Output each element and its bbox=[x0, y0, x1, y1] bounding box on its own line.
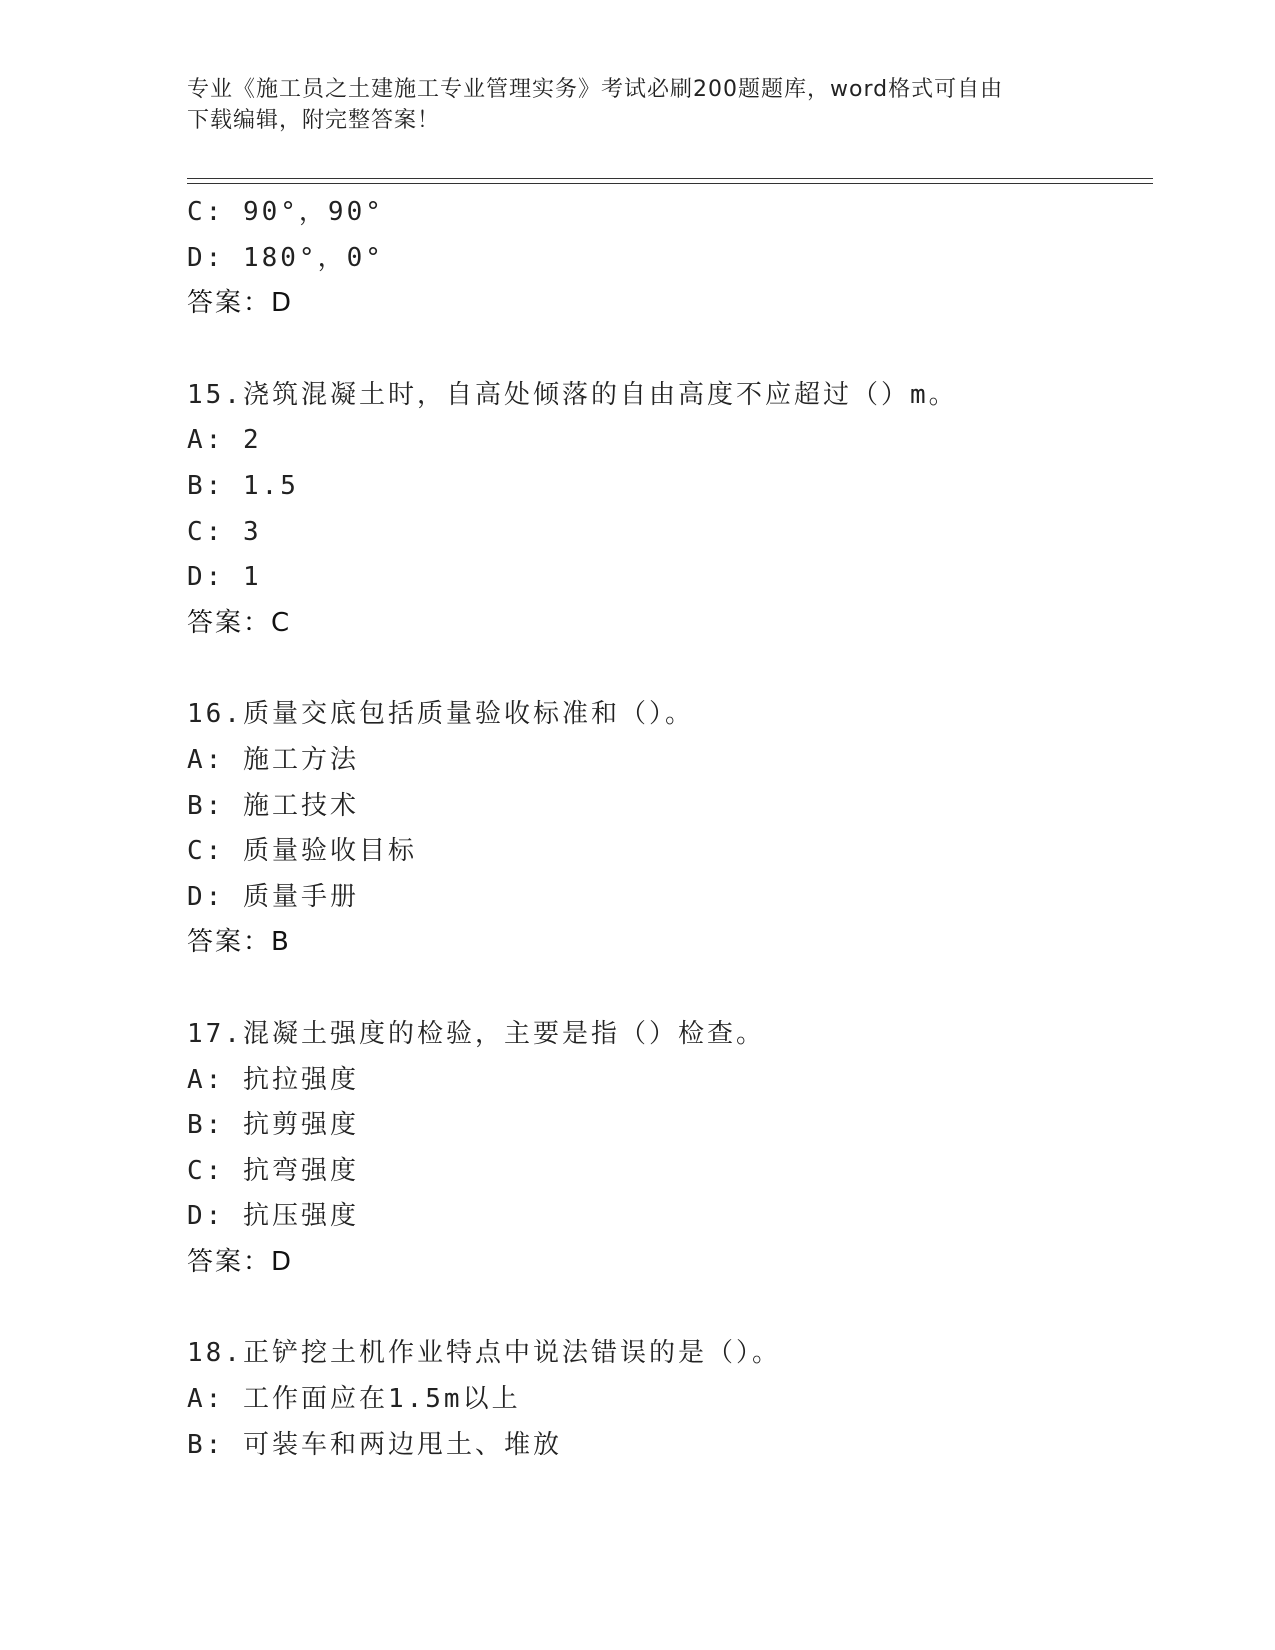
question-stem: 16.质量交底包括质量验收标准和（）。 bbox=[187, 699, 694, 730]
question-block-18 bbox=[187, 1331, 1147, 1468]
option-a: A: 施工方法 bbox=[187, 744, 359, 775]
spacer bbox=[187, 646, 1147, 692]
spacer bbox=[187, 966, 1147, 1012]
option-d: D: 1 bbox=[187, 562, 262, 593]
document-header bbox=[187, 74, 1087, 136]
option-d: D: 180°，0° bbox=[187, 242, 384, 273]
question-block-17 bbox=[187, 1012, 1147, 1286]
question-stem: 17.混凝土强度的检验，主要是指（）检查。 bbox=[187, 1018, 765, 1049]
option-a: A: 工作面应在1.5m以上 bbox=[187, 1384, 521, 1415]
option-b: B: 可装车和两边甩土、堆放 bbox=[187, 1429, 562, 1460]
option-b: B: 抗剪强度 bbox=[187, 1110, 359, 1141]
question-block-16 bbox=[187, 692, 1147, 966]
header-divider-bottom bbox=[187, 183, 1153, 184]
option-c: C: 90°，90° bbox=[187, 197, 384, 227]
option-d: D: 质量手册 bbox=[187, 881, 359, 912]
option-b: B: 1.5 bbox=[187, 470, 299, 501]
question-block-prev bbox=[187, 190, 1147, 327]
answer-line: 答案：D bbox=[187, 288, 294, 319]
question-stem: 18.正铲挖土机作业特点中说法错误的是（）。 bbox=[187, 1338, 781, 1369]
question-block-15 bbox=[187, 373, 1147, 647]
answer-line: 答案：D bbox=[187, 1246, 294, 1277]
option-a: A: 抗拉强度 bbox=[187, 1064, 359, 1095]
spacer bbox=[187, 327, 1147, 373]
header-divider-top bbox=[187, 178, 1153, 179]
answer-line: 答案：B bbox=[187, 927, 291, 958]
option-a: A: 2 bbox=[187, 425, 262, 456]
answer-line: 答案：C bbox=[187, 607, 292, 638]
question-list bbox=[187, 190, 1147, 1468]
question-stem: 15.浇筑混凝土时，自高处倾落的自由高度不应超过（）m。 bbox=[187, 379, 958, 410]
option-c: C: 抗弯强度 bbox=[187, 1155, 359, 1186]
header-line-1: 专业《施工员之土建施工专业管理实务》考试必刷200题题库，word格式可自由 bbox=[187, 77, 1004, 102]
option-c: C: 3 bbox=[187, 516, 262, 547]
option-d: D: 抗压强度 bbox=[187, 1201, 359, 1232]
header-line-2: 下载编辑，附完整答案！ bbox=[187, 108, 441, 133]
spacer bbox=[187, 1285, 1147, 1331]
option-c: C: 质量验收目标 bbox=[187, 836, 417, 867]
option-b: B: 施工技术 bbox=[187, 790, 359, 821]
